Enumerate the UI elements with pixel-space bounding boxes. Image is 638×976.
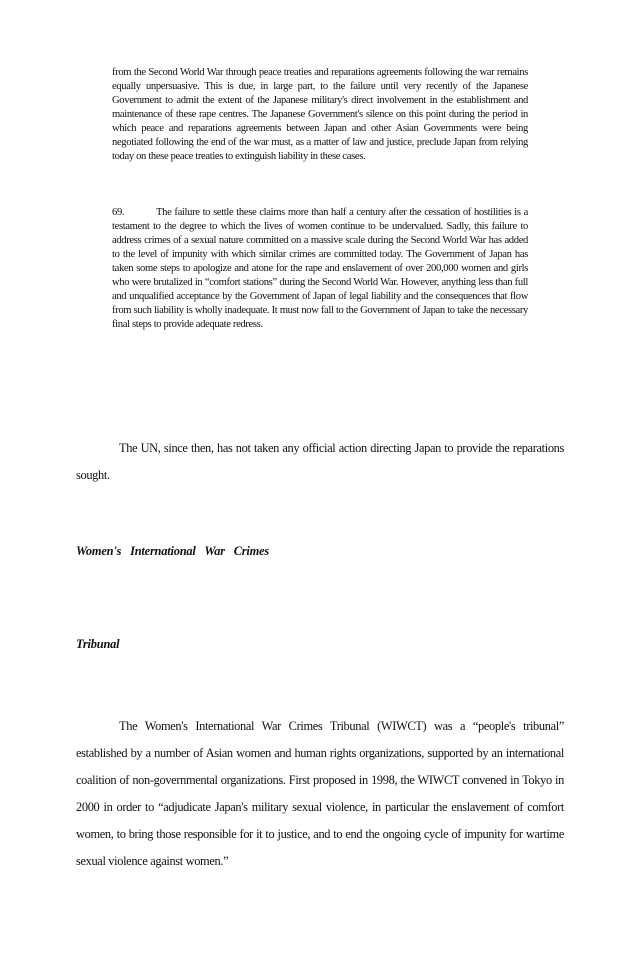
body-paragraph-un-action: The UN, since then, has not taken any official action directing Japan to provide the reparations sought. [76, 441, 564, 482]
block-quote-paragraph-69-text: The failure to settle these claims more than half a century after the cessation of hostilities is a testament to the degree to which the lives of women continue to be undervalued. Sadly, this failure to address crimes of a sexual nature committed on a massive scale during the Second World War has added to the level of impunity with which similar crimes are committed today. The Government of Japan has taken some steps to apologize and atone for the rape and enslavement of over 200,000 women and girls who were brutalized in “comfort stations” during the Second World War. However, anything less than full and unqualified acceptance by the Government of Japan of legal liability and the consequences that flow from such liability is wholly inadequate. It must now fall to the Government of Japan to take the necessary final steps to provide adequate redress. [112, 207, 528, 330]
block-quote-paragraph-1: from the Second World War through peace treaties and reparations agreements following the war remains equally unpersuasive. This is due, in large part, to the failure until very recently of the Japanese Government to admit the extent of the Japanese military's direct involvement in the establishment and maintenance of these rape centres. The Japanese Government's silence on this point during the period in which peace and reparations agreements between Japan and other Asian Governments were being negotiated following the end of the war must, as a matter of law and justice, preclude Japan from relying today on these peace treaties to extinguish liability in these cases. [112, 67, 528, 162]
section-heading-line-1: Women's International War Crimes [76, 544, 270, 558]
body-paragraph-wiwct: The Women's International War Crimes Tribunal (WIWCT) was a “people's tribunal” established by a number of Asian women and human rights organizations, supported by an international coalition of non-governmental organizations. First proposed in 1998, the WIWCT convened in Tokyo in 2000 in order to “adjudicate Japan's military sexual violence, in particular the enslavement of comfort women, to bring those responsible for it to justice, and to end the ongoing cycle of impunity for wartime sexual violence against women.” [76, 719, 564, 868]
paragraph-number: 69. [112, 207, 125, 218]
block-quote-paragraph-69 [112, 206, 528, 332]
section-heading-line-2: Tribunal [76, 637, 120, 651]
